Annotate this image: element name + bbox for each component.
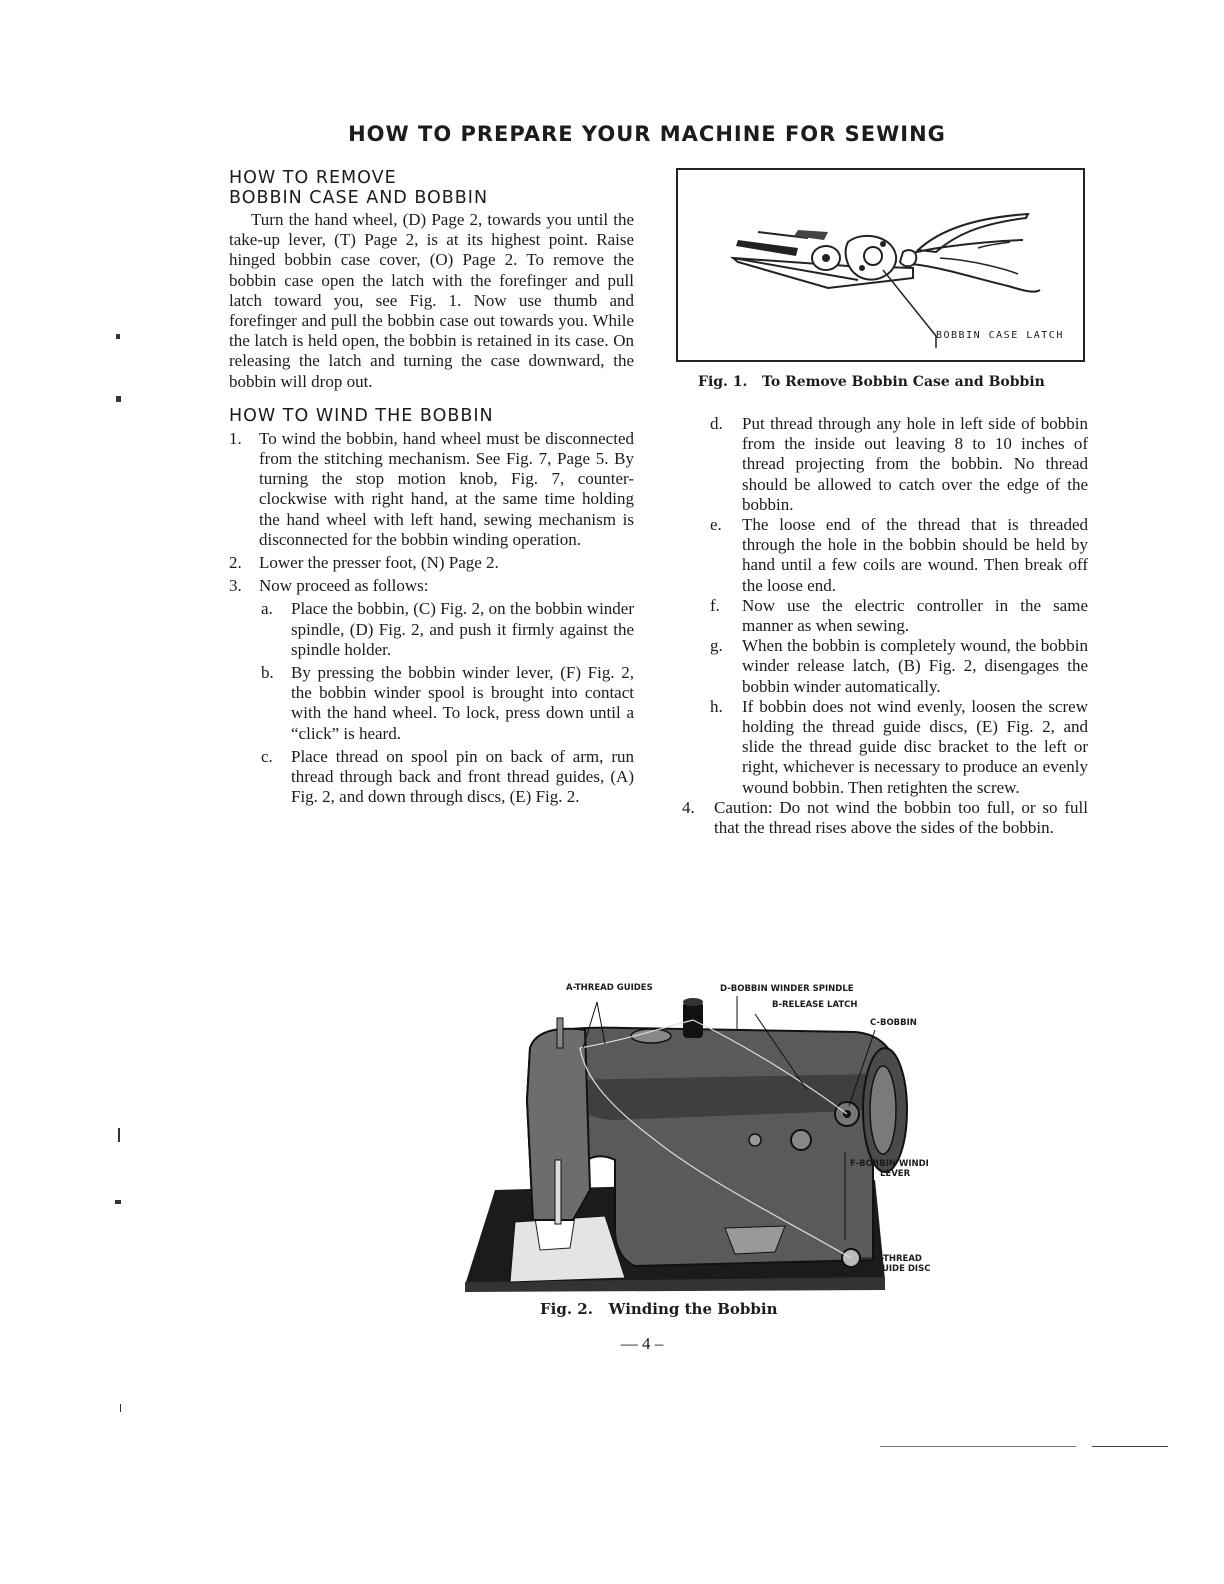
scan-speck: [115, 1200, 121, 1204]
scan-speck: [118, 1128, 120, 1142]
subitem-text: Put thread through any hole in left side of bobbin from the inside out leaving 8 to 10 inches of thread projecting from the bobbin. No thread should be allowed to catch over the edge of the bobbin.: [742, 414, 1088, 514]
list-subitem: [676, 636, 1088, 697]
label-d-bobbin-winder-spindle: D-BOBBIN WINDER SPINDLE: [720, 984, 854, 994]
subitem-text: By pressing the bobbin winder lever, (F) Fig. 2, the bobbin winder spool is brought into contact with the hand wheel. To lock, press down until a “click” is heard.: [291, 663, 634, 743]
list-subitem: [676, 414, 1088, 515]
subitem-letter: a.: [261, 599, 273, 619]
label-e-line1: E-THREAD: [875, 1254, 922, 1264]
figure-2-caption-number: Fig. 2.: [540, 1300, 593, 1318]
figure-1-caption: [698, 374, 1045, 390]
subitem-text: Place thread on spool pin on back of arm, run thread through back and front thread guides, (A) Fig. 2, and down through discs, (E) Fig. 2.: [291, 746, 634, 807]
list-item: [229, 553, 634, 573]
item-number: 1.: [229, 428, 242, 448]
list-item: [229, 429, 634, 550]
subitem-text: Place the bobbin, (C) Fig. 2, on the bobbin winder spindle, (D) Fig. 2, and push it firmly against the spindle holder.: [291, 599, 634, 659]
list-item: [229, 576, 634, 596]
subitem-text: Now use the electric controller in the same manner as when sewing.: [742, 595, 1088, 636]
label-f-bobbin-winder-lever: [850, 1159, 929, 1179]
scan-speck: [116, 334, 120, 339]
list-subitem: [229, 747, 634, 808]
scan-line: [880, 1446, 1076, 1447]
label-f-line2: LEVER: [880, 1169, 911, 1179]
list-item: [676, 798, 1088, 838]
item-text: Caution: Do not wind the bobbin too full, or so full that the thread rises above the sides of the bobbin.: [714, 797, 1088, 838]
label-e-line2: GUIDE DISC: [875, 1264, 931, 1274]
item-number: 3.: [229, 576, 242, 596]
label-e-thread-guide-disc: [875, 1254, 930, 1274]
subitem-text: When the bobbin is completely wound, the bobbin winder release latch, (B) Fig. 2, disengages the bobbin winder automatically.: [742, 636, 1088, 696]
left-column: [229, 168, 634, 807]
list-subitem: [229, 663, 634, 744]
item-number: 2.: [229, 553, 242, 573]
item-number: 4.: [682, 797, 695, 817]
subitem-letter: e.: [710, 515, 722, 535]
subitem-text: If bobbin does not wind evenly, loosen the screw holding the thread guide discs, (E) Fig. 2, and slide the thread guide disc bracket to the left or right, whichever is necessary to produce an evenly wound bobbin. Then retighten the screw.: [742, 696, 1088, 797]
label-a-thread-guides: A-THREAD GUIDES: [566, 983, 653, 993]
figure-1-frame: [676, 168, 1085, 362]
subitem-letter: g.: [710, 636, 723, 656]
right-column: [676, 414, 1088, 838]
list-subitem: [676, 515, 1088, 596]
remove-bobbin-paragraph: Turn the hand wheel, (D) Page 2, towards you until the take-up lever, (T) Page 2, is at its highest point. Raise hinged bobbin case cover, (O) Page 2. To remove the bobbin case open the latch with the forefinger and pull latch toward you, see Fig. 1. Now use thumb and forefinger and pull the bobbin case out towards you. While the latch is held open, the bobbin is retained in its case. On releasing the latch and turning the case downward, the bobbin will drop out.: [229, 210, 634, 391]
subitem-letter: b.: [261, 663, 274, 683]
item-text: Lower the presser foot, (N) Page 2.: [259, 553, 499, 573]
subitem-letter: d.: [710, 414, 723, 433]
label-f-line1: F-BOBBIN WINDI: [850, 1159, 929, 1169]
section-heading-wind: HOW TO WIND THE BOBBIN: [229, 405, 494, 426]
label-b-release-latch: B-RELEASE LATCH: [772, 1000, 858, 1010]
scan-line: [1092, 1446, 1168, 1447]
scan-speck: [120, 1404, 121, 1412]
list-subitem: [676, 697, 1088, 798]
subitem-letter: h.: [710, 696, 723, 716]
figure-1-caption-number: Fig. 1.: [698, 374, 748, 390]
scan-speck: [116, 396, 121, 402]
sewing-machine-illustration: [455, 990, 945, 1300]
item-text: To wind the bobbin, hand wheel must be disconnected from the stitching mechanism. See Fig. 7, Page 5. By turning the stop motion knob, Fig. 7, counter-clockwise with right hand, at the same time holding the hand wheel with left hand, sewing mechanism is disconnected for the bobbin winding operation.: [259, 428, 634, 549]
section-heading-remove-line1: HOW TO REMOVE: [229, 168, 397, 188]
figure-2-caption-text: Winding the Bobbin: [608, 1300, 778, 1318]
figure-1-caption-text: To Remove Bobbin Case and Bobbin: [762, 374, 1045, 390]
page-number: — 4 –: [620, 1334, 664, 1353]
section-heading-remove-line2: BOBBIN CASE AND BOBBIN: [229, 188, 489, 208]
list-subitem: [229, 599, 634, 660]
bobbin-case-latch-label: BOBBIN CASE LATCH: [936, 330, 1064, 341]
page-title: HOW TO PREPARE YOUR MACHINE FOR SEWING: [348, 122, 946, 146]
subitem-letter: f.: [710, 595, 720, 615]
subitem-text: The loose end of the thread that is threaded through the hole in the bobbin should be held by hand until a few coils are wound. Then break off the loose end.: [742, 515, 1088, 595]
list-subitem: [676, 596, 1088, 636]
label-c-bobbin: C-BOBBIN: [870, 1018, 917, 1028]
subitem-letter: c.: [261, 746, 273, 766]
figure-2-caption: [540, 1300, 777, 1318]
item-text: Now proceed as follows:: [259, 576, 429, 596]
